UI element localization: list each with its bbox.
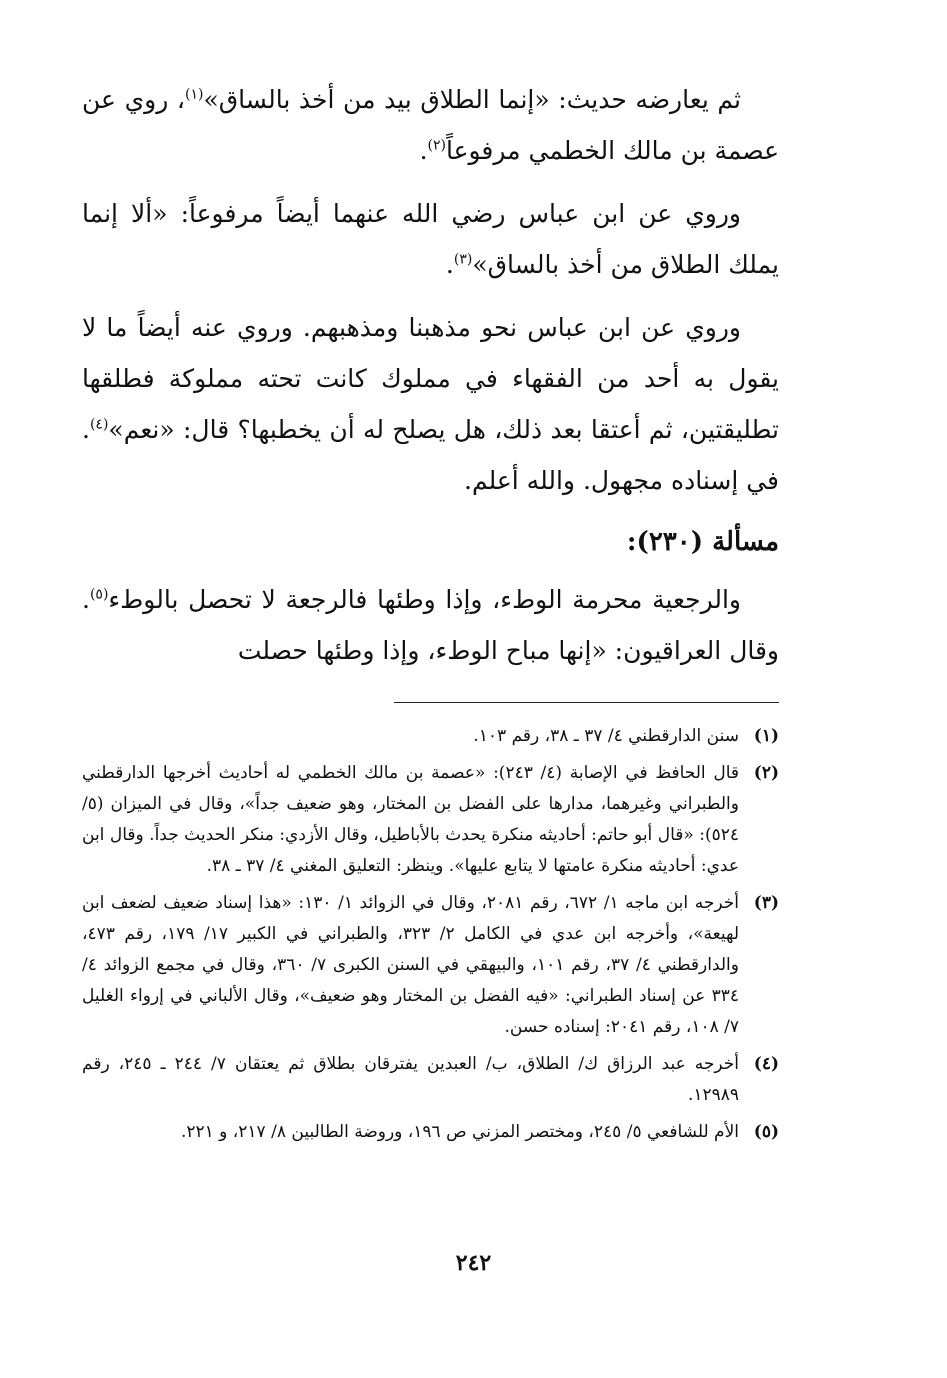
paragraph-3 <box>82 302 779 506</box>
paragraph-2-end: . <box>445 250 454 279</box>
paragraph-2 <box>82 188 779 290</box>
footnote-number: (٥) <box>753 1122 779 1142</box>
footnotes <box>82 721 779 1148</box>
footnote-ref-1: (١) <box>185 86 204 103</box>
footnote-ref-2: (٢) <box>427 137 446 154</box>
footnote-number: (٣) <box>753 893 779 913</box>
footnote-5 <box>82 1117 779 1148</box>
paragraph-1-text-cont: ، روي عن عصمة بن مالك الخطمي مرفوعاً <box>82 85 779 165</box>
footnote-divider <box>394 702 779 703</box>
footnote-2 <box>82 758 779 882</box>
paragraph-2-text: وروي عن ابن عباس رضي الله عنهما أيضاً مرفوعاً: «ألا إنما يملك الطلاق من أخذ بالساق» <box>82 199 779 279</box>
footnote-ref-3: (٣) <box>453 251 473 268</box>
footnote-number: (٤) <box>753 1054 779 1074</box>
footnote-1 <box>82 721 779 752</box>
paragraph-4-text: والرجعية محرمة الوطء، وإذا وطئها فالرجعة لا تحصل بالوطء <box>108 585 741 614</box>
footnote-ref-5: (٥) <box>89 586 109 603</box>
footnote-4 <box>82 1049 779 1111</box>
paragraph-3-end: . في إسناده مجهول. والله أعلم. <box>82 415 779 495</box>
page-number: ٢٤٢ <box>455 1250 492 1276</box>
paragraph-1-end: . <box>419 136 428 165</box>
paragraph-1 <box>82 74 779 176</box>
footnote-text: قال الحافظ في الإصابة (٤/ ٢٤٣): «عصمة بن مالك الخطمي له أحاديث أخرجها الدارقطني والطبراني وغيرهما، مدارها على الفضل بن المختار، وهو ضعيف جداً»، وقال في الميزان (٥/ ٥٢٤): «قال أبو حاتم: أحاديثه منكرة يحدث بالأباطيل، وقال الأزدي: منكر الحديث جداً. وقال ابن عدي: أحاديثه منكرة عامتها لا يتابع عليها». وينظر: التعليق المغني ٤/ ٣٧ ـ ٣٨. <box>82 763 739 876</box>
paragraph-4 <box>82 574 779 676</box>
paragraph-1-text: ثم يعارضه حديث: «إنما الطلاق بيد من أخذ بالساق» <box>203 85 741 114</box>
footnote-text: سنن الدارقطني ٤/ ٣٧ ـ ٣٨، رقم ١٠٣. <box>473 726 739 746</box>
footnote-number: (١) <box>753 726 779 746</box>
footnote-ref-4: (٤) <box>89 416 109 433</box>
footnote-text: أخرجه ابن ماجه ١/ ٦٧٢، رقم ٢٠٨١، وقال في الزوائد ١/ ١٣٠: «هذا إسناد ضعيف لضعف ابن لهيعة»، وأخرجه ابن عدي في الكامل ٢/ ٣٢٣، والطبراني في الكبير ١٧/ ١٧٩، رقم ٤٧٣، والدارقطني ٤/ ٣٧، رقم ١٠١، والبيهقي في السنن الكبرى ٧/ ٣٦٠، وقال في مجمع الزوائد ٤/ ٣٣٤ عن إسناد الطبراني: «فيه الفضل بن المختار وهو ضعيف»، وقال الألباني في إرواء الغليل ٧/ ١٠٨، رقم ٢٠٤١: إسناده حسن. <box>82 893 739 1037</box>
footnote-3 <box>82 888 779 1043</box>
section-heading: مسألة (٢٣٠): <box>626 527 779 557</box>
footnote-text: أخرجه عبد الرزاق ك/ الطلاق، ب/ العبدين يفترقان بطلاق ثم يعتقان ٧/ ٢٤٤ ـ ٢٤٥، رقم ١٢٩٨٩. <box>82 1054 740 1105</box>
paragraph-4-end: . وقال العراقيون: «إنها مباح الوطء، وإذا وطئها حصلت <box>82 585 779 665</box>
paragraph-3-text: وروي عن ابن عباس نحو مذهبنا ومذهبهم. وروي عنه أيضاً ما لا يقول به أحد من الفقهاء في مملوك كانت تحته مملوكة فطلقها تطليقتين، ثم أعتقا بعد ذلك، هل يصلح له أن يخطبها؟ قال: «نعم» <box>82 313 779 444</box>
footnote-number: (٢) <box>753 763 779 783</box>
footnote-text: الأم للشافعي ٥/ ٢٤٥، ومختصر المزني ص ١٩٦، وروضة الطالبين ٨/ ٢١٧، و ٢٢١. <box>180 1122 739 1142</box>
